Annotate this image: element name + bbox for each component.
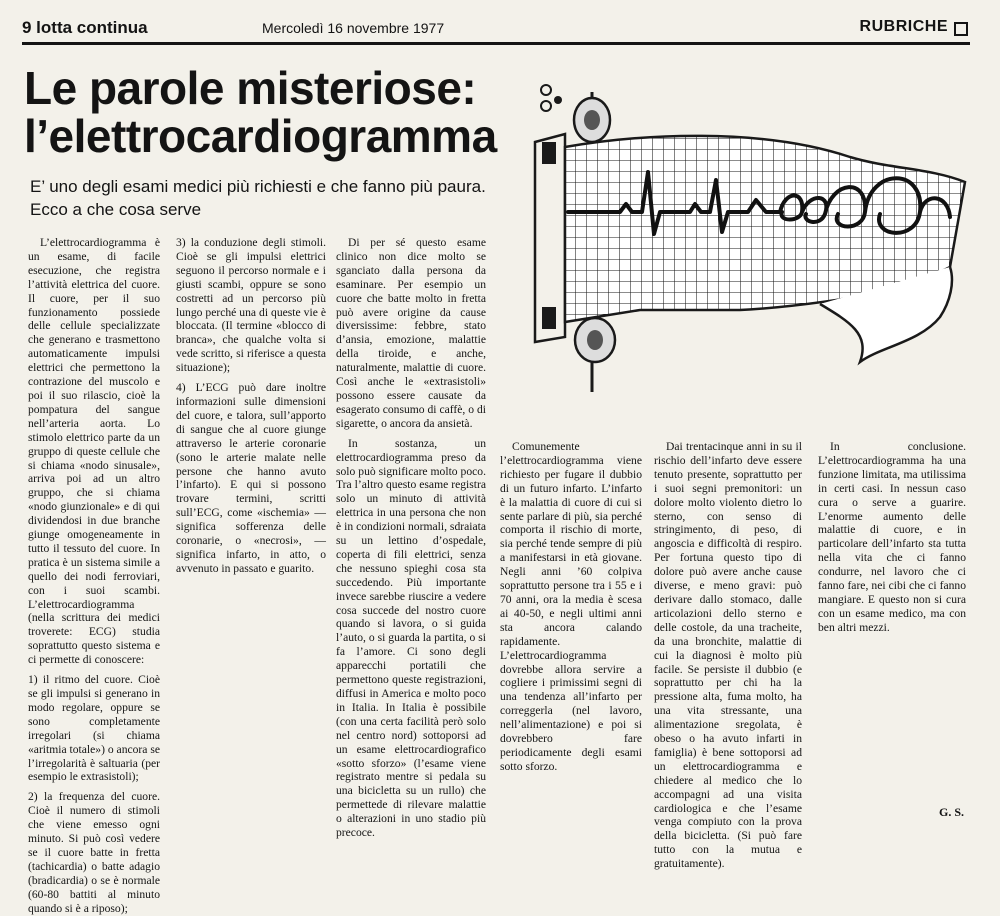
- article-column-4: [500, 440, 642, 821]
- issue-date: Mercoledì 16 novembre 1977: [262, 20, 445, 36]
- headline-line-1: Le parole misteriose:: [24, 62, 477, 114]
- paragraph: 1) il ritmo del cuore. Cioè se gli impulsi si generano in modo regolare, oppure se sono completamente irregolari (si chiama «aritmia totale») o ancora se l’irregolarità è saltuaria (per esempio le extrasistoli);: [28, 673, 160, 784]
- paragraph: In conclusione. L’elettrocardiogramma ha una funzione limitata, ma utilissima in certi casi. In nessun caso cura o serve a guarire. L’enorme aumento delle malattie di cuore, e in particolare dell’infarto sta tutta nella vita che ci fanno condurre, nel lavoro che ci fanno fare, nei cibi che ci fanno mangiare. E questo non si cura con un esame medico, ma con ben altri mezzi.: [818, 440, 966, 634]
- subheadline: E’ uno degli esami medici più richiesti e che fanno più paura. Ecco a che cosa serve: [30, 177, 486, 219]
- article-column-6: [818, 440, 966, 800]
- article-column-2: [176, 236, 326, 821]
- rubric-label: RUBRICHE: [859, 18, 948, 35]
- paragraph: Di per sé questo esame clinico non dice molto se sganciato dalla persona da esaminare. Per esempio un cuore che batte molto in fretta può avere origine da cause diversissime: febbre, stato d’ansia, emozione, malattie della tiroide, e anche, naturalmente, malattie di cuore. Così anche le «extrasistoli» possono essere causate da esagerato consumo di caffè, o di sigarette, o ancora da ansietà.: [336, 236, 486, 430]
- paragraph: Dai trentacinque anni in su il rischio dell’infarto deve essere tenuto presente, soprattutto per i suoi segni premonitori: un dolore molto violento dietro lo sterno, con senso di stringimento, di peso, di angoscia e difficoltà di respiro. Per fortuna questo tipo di dolore può avere anche cause diverse, e meno gravi: può derivare dallo stomaco, dalle articolazioni dello sterno e delle costole, da una tracheite, da una bronchite, malattie di cui la diagnosi è molto più facile. Se persiste il dubbio (e soprattutto per chi ha la pressione alta, fuma molto, ha una vita stressante, una alimentazione sregolata, è obeso o ha avuto infarti in famiglia) è bene sottoporsi ad un elettrocardiogramma e chiedere al medico che lo accompagni ad una visita cardiologica e che l’esame venga compiuto con la prova della bicicletta. (Si può fare tutto con la mutua e gratuitamente).: [654, 440, 802, 871]
- article-column-1: [28, 236, 160, 915]
- section-name: 9 lotta continua: [22, 18, 148, 37]
- header-rule: [22, 42, 970, 45]
- paragraph: In sostanza, un elettrocardiogramma preso da solo può significare molto poco. Tra l’altro questo esame registra solo un minuto di attività elettrica in una persona che non è in condizioni normali, sdraiata su un lettino d’ospedale, coperta di fili elettrici, senza che nessuno spieghi cosa sta succedendo. Più importante invece sarebbe riuscire a vedere cosa succede del nostro cuore quando si lavora, o si guida l’auto, o si guarda la partita, o si fa l’amore. Ci sono degli apparecchi portatili che permettono queste registrazioni, diffusi in America e molto poco in Italia. In Italia è possibile (con una certa facilità però solo nel centro nord) sottoporsi ad un esame elettrocardiografico «sotto sforzo» (l’esame viene registrato mentre si pedala su una bicicletta su un rullo) che permettede di rilevare malattie o alterazioni in uno stadio più precoce.: [336, 436, 486, 840]
- article-column-5: [654, 440, 802, 871]
- paragraph: L’elettrocardiogramma è un esame, di facile esecuzione, che registra l’attività elettrica del cuore. Il cuore, per il suo funzionamento possiede delle cellule specializzate che generano e trasmettono automaticamente impulsi elettrici che permettono la contrazione del muscolo e poi il suo rilascio, cioè la pompatura del sangue nell’arteria aorta. Lo stimolo elettrico parte da un gruppo di queste cellule che si chiama «nodo sinusale», arriva poi ad un altro gruppo, che si chiama «nodo giunzionale» e di qui dividendosi in due branche giunge omogeneamente in tutto il tessuto del cuore. In pratica è un sistema simile a quello dei nodi ferroviari, con i suoi scambi. L’elettrocardiogramma (nella scrittura dei medici troverete: ECG) studia soprattutto questo sistema e ci permette di conoscere:: [28, 236, 160, 667]
- square-icon: [954, 22, 968, 36]
- paragraph: 3) la conduzione degli stimoli. Cioè se gli impulsi elettrici seguono il percorso normale e i giusti scambi, oppure se sono costretti ad un percorso più lungo perché una di queste vie è bloccata. (Il termine «blocco di branca», che qualche volta si vede scritto, si riferisce a questa situazione);: [176, 236, 326, 375]
- headline: [24, 64, 514, 160]
- author-signature: G. S.: [938, 805, 964, 819]
- paragraph: 2) la frequenza del cuore. Cioè il numero di stimoli che viene emesso ogni minuto. Si può così vedere se il cuore batte in fretta (tachicardia) o batte adagio (bradicardia) o se è normale (60-80 battiti al minuto quando si è a riposo);: [28, 790, 160, 915]
- paragraph: 4) L’ECG può dare inoltre informazioni sulle dimensioni del cuore, e talora, sull’apporto di sangue che al cuore giunge attraverso le arterie coronarie (sono le arterie malate nelle persone che hanno avuto l’infarto). E qui si possono trovare termini, scritti sull’ECG, come «ischemia» — significa sofferenza delle coronarie, o «necrosi», — significa infarto, in atto, o avvenuto in passato e guarito.: [176, 381, 326, 575]
- headline-line-2: l’elettrocardiogramma: [24, 110, 497, 162]
- article-column-3: [336, 236, 486, 840]
- page-header: [22, 14, 970, 42]
- paragraph: Comunemente l’elettrocardiogramma viene richiesto per fugare il dubbio di un futuro infarto. L’infarto è la malattia di cuore di cui si sente parlare di più, sia perché comporta il rischio di morte, sia perché tende sempre di più a manifestarsi in età giovane. Negli anni ’60 colpiva soprattutto persone tra i 55 e i 70 anni, ora la media è scesa ai 40-50, e negli ultimi anni sta ancora calando rapidamente. L’elettrocardiogramma dovrebbe allora servire a cogliere i primissimi segni di una tendenza all’infarto per correggerla (nel lavoro, nell’alimentazione) e poi si dovrebbero fare periodicamente degli esami sotto sforzo.: [500, 440, 642, 773]
- ecg-illustration: [520, 72, 970, 407]
